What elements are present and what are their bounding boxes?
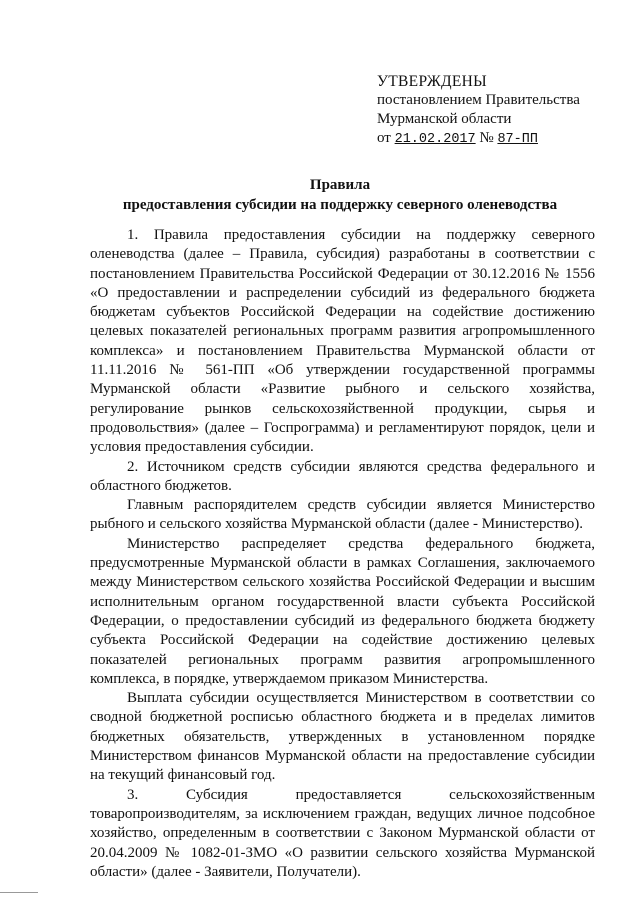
approval-from-label: от bbox=[377, 130, 391, 146]
paragraph-5: Выплата субсидии осуществляется Министерством в соответствии со сводной бюджетной росписью областного бюджета и в пределах лимитов бюджетных обязательств, утвержденных в установленном порядке Министерством финансов Мурманской области на предоставление субсидии на текущий финансовый год. bbox=[90, 690, 595, 784]
approval-line-1: постановлением Правительства bbox=[377, 92, 580, 108]
paragraph-4: Министерство распределяет средства федерального бюджета, предусмотренные Мурманской области в рамках Соглашения, заключаемого между Министерством сельского хозяйства Российской Федерации и высшим исполнительным органом государственной власти субъекта Российской Федерации, о предоставлении субсидий из федерального бюджета бюджету субъекта Российской Федерации на содействие достижению целевых показателей региональных программ развития агропромышленного комплекса, в порядке, утверждаемом приказом Министерства. bbox=[90, 535, 595, 687]
approval-number: 87-ПП bbox=[497, 132, 538, 147]
approval-number-label: № bbox=[479, 130, 494, 146]
paragraph-1: 1. Правила предоставления субсидии на поддержку северного оленеводства (далее – Правила, субсидия) разработаны в соответствии с постановлением Правительства Российской Федерации от 30.12.2016 № 1556 «О предоставлении и распределении субсидий из федерального бюджета бюджетам субъектов Российской Федерации на содействие достижению целевых показателей региональных программ развития агропромышленного комплекса» и постановлением Правительства Мурманской области от 11.11.2016 № 561-ПП «Об утверждении государственной программы Мурманской области «Развитие рыбного и сельского хозяйства, регулирование рынков сельскохозяйственной продукции, сырья и продовольствия» (далее – Госпрограмма) и регламентируют порядок, цели и условия предоставления субсидии. bbox=[90, 227, 595, 456]
title-line-2: предоставления субсидии на поддержку северного оленеводства bbox=[122, 197, 558, 213]
paragraph-3: Главным распорядителем средств субсидии является Министерство рыбного и сельского хозяйства Мурманской области (далее - Министерство). bbox=[90, 497, 595, 533]
title-line-1: Правила bbox=[309, 177, 371, 193]
approval-date-line bbox=[377, 129, 617, 149]
document-title bbox=[90, 175, 590, 215]
approval-stamp bbox=[377, 72, 617, 149]
approval-date: 21.02.2017 bbox=[394, 132, 476, 147]
approval-line-2: Мурманской области bbox=[377, 111, 512, 127]
approval-heading: УТВЕРЖДЕНЫ bbox=[377, 73, 487, 90]
paragraph-6: 3. Субсидия предоставляется сельскохозяйственным товаропроизводителям, за исключением граждан, ведущих личное подсобное хозяйство, определенным в соответствии с Законом Мурманской области от 20.04.2009 № 1082-01-ЗМО «О развитии сельского хозяйства Мурманской области» (далее - Заявители, Получатели). bbox=[90, 786, 595, 880]
margin-divider bbox=[0, 892, 38, 893]
document-body bbox=[90, 226, 595, 882]
paragraph-2: 2. Источником средств субсидии являются средства федерального и областного бюджетов. bbox=[90, 458, 595, 494]
